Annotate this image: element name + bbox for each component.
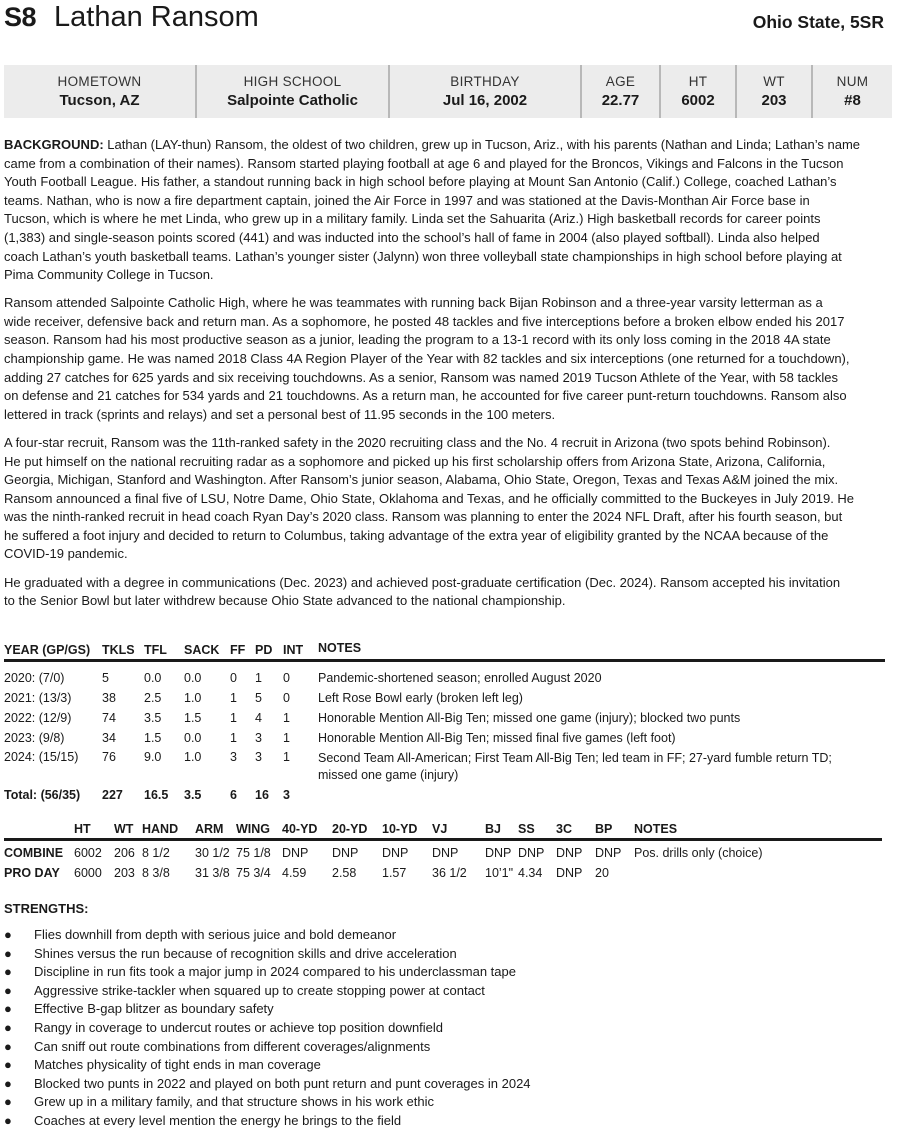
bullet-icon: ●: [4, 1075, 12, 1091]
col-hand: HAND: [142, 822, 179, 836]
position-rank: S8: [4, 2, 37, 32]
cell-hand: 8 1/2: [142, 846, 170, 860]
bio-line: (1,383) and single-season points scored (441) and was inducted into the school’s hall of fame in 2004 (also played softball). Linda also helped: [4, 229, 820, 245]
bio-line: wide receiver, defensive back and return man. As a sophomore, he posted 48 tackles and five interceptions before a broken elbow ended his 2017: [4, 313, 845, 329]
bio-line: lettered in track (sprints and relays) and set a personal best of 11.95 seconds in the 100 meters.: [4, 406, 556, 422]
bio-line: Pima Community College in Tucson.: [4, 267, 214, 283]
info-height: [661, 65, 737, 118]
info-number: [813, 65, 892, 118]
bio-line: on defense and 21 catches for 534 yards and 21 touchdowns. As a return man, he accounted for five career punt-return touchdowns. Ransom also: [4, 388, 847, 404]
bio-line: was the ninth-ranked recruit in head coach Ryan Day’s 2020 class. Ransom was planning to enter the 2024 NFL Draft, after his fourth season, but: [4, 509, 843, 525]
strength-text: Coaches at every level mention the energy he brings to the field: [34, 1112, 402, 1128]
bio-paragraph-recruiting: [4, 434, 897, 564]
cell-vj: DNP: [432, 846, 459, 860]
table-row: [4, 863, 882, 883]
cell-sacks: 1.0: [184, 750, 202, 764]
cell-bj: DNP: [485, 846, 512, 860]
background-label: BACKGROUND:: [4, 137, 104, 152]
cell-3c: DNP: [556, 866, 583, 880]
strength-text: Effective B-gap blitzer as boundary safety: [34, 1001, 274, 1017]
cell-sacks: 0.0: [184, 671, 202, 685]
bio-line: championship game. He was named 2018 Class 4A Region Player of the Year with 82 tackles and six interceptions (one returned for a touchdown),: [4, 351, 850, 367]
strength-text: Shines versus the run because of recognition skills and drive acceleration: [34, 945, 457, 961]
info-age: [582, 65, 661, 118]
cell-bp: 20: [595, 866, 609, 880]
info-label: HT: [688, 74, 708, 89]
cell-tfl: 3.5: [144, 711, 162, 725]
strength-text: Aggressive strike-tackler when squared up to create stopping power at contact: [34, 982, 485, 998]
bio-line: Georgia, Michigan, Stanford and Washington. After Ransom’s junior season, Alabama, Ohio State, Oregon, Texas and Texas A&M joined the mix.: [4, 472, 839, 488]
bio-line: came from a combination of their names). Ransom started playing football at age 6 and played for the Broncos, Vikings and Falcons in the Tucson: [4, 155, 844, 171]
cell-notes: Pandemic-shortened season; enrolled August 2020: [318, 670, 602, 685]
cell-year: 2021: (13/3): [4, 691, 72, 705]
list-item: [4, 1093, 884, 1112]
cell-sacks: 1.0: [184, 691, 202, 705]
cell-pd: 16: [255, 788, 269, 802]
bio-line: He put himself on the national recruiting radar as a sophomore and picked up his first scholarship offers from Arizona State, Arizona, California,: [4, 453, 826, 469]
cell-10yd: DNP: [382, 846, 409, 860]
college-stats-table: [4, 640, 885, 805]
col-vj: VJ: [432, 822, 448, 836]
strengths-section: [4, 901, 884, 1131]
col-notes: NOTES: [318, 641, 362, 655]
bullet-icon: ●: [4, 964, 12, 980]
cell-notes: Honorable Mention All-Big Ten; missed one game (injury); blocked two punts: [318, 710, 741, 725]
cell-wing: 75 3/4: [236, 866, 271, 880]
strength-text: Matches physicality of tight ends in man coverage: [34, 1057, 321, 1073]
note-line: Second Team All-American; First Team All-Big Ten; led team in FF; 27-yard fumble return TD;: [318, 751, 832, 765]
cell-wt: 203: [114, 866, 135, 880]
strength-text: Discipline in run fits took a major jump in 2024 compared to his underclassman tape: [34, 964, 516, 980]
table-row: [4, 708, 885, 728]
bio-line: [4, 137, 860, 152]
cell-year: 2024: (15/15): [4, 750, 79, 764]
cell-arm: 30 1/2: [195, 846, 230, 860]
cell-20yd: 2.58: [332, 866, 357, 880]
info-hometown: [4, 65, 197, 118]
info-label: WT: [763, 74, 785, 89]
cell-int: 1: [283, 731, 290, 745]
bio-line: Ransom attended Salpointe Catholic High, where he was teammates with running back Bijan Robinson and a three-year varsity letterman as a: [4, 295, 823, 311]
bullet-icon: ●: [4, 1001, 12, 1017]
bullet-icon: ●: [4, 945, 12, 961]
cell-ht: 6002: [74, 846, 102, 860]
cell-pd: 1: [255, 671, 262, 685]
bio-text: Lathan (LAY-thun) Ransom, the oldest of two children, grew up in Tucson, Ariz., with his parents (Nathan and Linda; Lathan’s name: [103, 137, 861, 152]
cell-ff: 0: [230, 671, 237, 685]
col-ss: SS: [518, 822, 535, 836]
cell-pd: 3: [255, 750, 262, 764]
bio-line: adding 27 catches for 625 yards and six receiving touchdowns. As a senior, Ransom was named 2019 Tucson Athlete of the Year, with 58 tackles: [4, 369, 838, 385]
bullet-icon: ●: [4, 1112, 12, 1128]
cell-int: 1: [283, 750, 290, 764]
strengths-list: [4, 926, 884, 1131]
table-row-total: [4, 785, 885, 805]
combine-table: [4, 819, 882, 883]
cell-ff: 1: [230, 711, 237, 725]
cell-wing: 75 1/8: [236, 846, 271, 860]
list-item: [4, 963, 884, 982]
cell-ff: 1: [230, 731, 237, 745]
cell-40yd: DNP: [282, 846, 309, 860]
cell-vj: 36 1/2: [432, 866, 467, 880]
strength-text: Rangy in coverage to undercut routes or achieve top position downfield: [34, 1019, 444, 1035]
cell-bj: 10’1": [485, 866, 514, 880]
cell-wt: 206: [114, 846, 135, 860]
col-pd: PD: [255, 643, 273, 657]
bio-line: He graduated with a degree in communications (Dec. 2023) and achieved post-graduate certification (Dec. 2024). Ransom accepted his invitation: [4, 574, 841, 590]
col-20yd: 20-YD: [332, 822, 368, 836]
cell-tackles: 34: [102, 731, 116, 745]
cell-ht: 6000: [74, 866, 102, 880]
table-row: [4, 688, 885, 708]
bullet-icon: ●: [4, 1038, 12, 1054]
table-row: [4, 843, 882, 863]
cell-hand: 8 3/8: [142, 866, 170, 880]
list-item: [4, 1019, 884, 1038]
table-row: [4, 728, 885, 748]
bio-paragraph-education: [4, 574, 897, 611]
bullet-icon: ●: [4, 1019, 12, 1035]
stats-header-row: [4, 640, 885, 662]
list-item: [4, 1000, 884, 1019]
bio-line: season. Ransom had his most productive season as a junior, leading the program to a 13-1 record with its only loss coming in the 2018 4A state: [4, 332, 831, 348]
cell-ss: DNP: [518, 846, 545, 860]
player-bio: [4, 136, 897, 620]
cell-int: 3: [283, 788, 290, 802]
bio-line: A four-star recruit, Ransom was the 11th-ranked safety in the 2020 recruiting class and the No. 4 recruit in Arizona (two spots behind Robinson).: [4, 434, 831, 450]
bio-line: coach Lathan’s youth basketball teams. Lathan’s younger sister (Jalynn) won three volleyball state championships in high school before playing at: [4, 248, 842, 264]
list-item: [4, 945, 884, 964]
cell-year: 2023: (9/8): [4, 731, 65, 745]
bio-paragraph-high-school: [4, 294, 897, 424]
bio-line: he suffered a foot injury and decided to return to Columbus, taking advantage of the extra year of eligibility granted by the NCAA because of the: [4, 527, 829, 543]
col-notes: NOTES: [634, 822, 678, 836]
cell-pd: 3: [255, 731, 262, 745]
cell-sacks: 3.5: [184, 788, 202, 802]
col-40yd: 40-YD: [282, 822, 318, 836]
info-value: 203: [761, 92, 787, 109]
cell-tackles: 74: [102, 711, 116, 725]
bullet-icon: ●: [4, 1057, 12, 1073]
bullet-icon: ●: [4, 982, 12, 998]
strengths-title: STRENGTHS:: [4, 901, 89, 916]
col-bj: BJ: [485, 822, 501, 836]
cell-sacks: 1.5: [184, 711, 202, 725]
cell-event: PRO DAY: [4, 866, 60, 880]
cell-ff: 6: [230, 788, 237, 802]
bio-line: Youth Football League. His father, a standout running back in high school before playing at Mount San Antonio (Calif.) College, coached Lathan’s: [4, 174, 837, 190]
cell-ff: 3: [230, 750, 237, 764]
cell-40yd: 4.59: [282, 866, 307, 880]
info-label: NUM: [836, 74, 869, 89]
col-bp: BP: [595, 822, 613, 836]
cell-bp: DNP: [595, 846, 622, 860]
bullet-icon: ●: [4, 1094, 12, 1110]
cell-tackles: 76: [102, 750, 116, 764]
cell-event: COMBINE: [4, 846, 64, 860]
info-label: HIGH SCHOOL: [243, 74, 342, 89]
cell-arm: 31 3/8: [195, 866, 230, 880]
cell-year: Total: (56/35): [4, 788, 81, 802]
strength-text: Blocked two punts in 2022 and played on both punt return and punt coverages in 2024: [34, 1075, 531, 1091]
cell-int: 1: [283, 711, 290, 725]
info-value: 22.77: [601, 92, 640, 109]
player-header: [4, 0, 884, 40]
cell-pd: 4: [255, 711, 262, 725]
cell-notes: Pos. drills only (choice): [634, 846, 763, 860]
col-10yd: 10-YD: [382, 822, 418, 836]
cell-pd: 5: [255, 691, 262, 705]
cell-ff: 1: [230, 691, 237, 705]
bio-paragraph-background: [4, 136, 897, 285]
cell-tfl: 0.0: [144, 671, 162, 685]
info-value: Salpointe Catholic: [227, 92, 358, 109]
cell-tfl: 1.5: [144, 731, 162, 745]
info-birthday: [390, 65, 582, 118]
list-item: [4, 1038, 884, 1057]
cell-tfl: 16.5: [144, 788, 169, 802]
info-value: Tucson, AZ: [59, 92, 140, 109]
strength-text: Flies downhill from depth with serious juice and bold demeanor: [34, 927, 397, 942]
cell-notes: [318, 750, 878, 784]
player-info-bar: [4, 65, 892, 118]
cell-year: 2020: (7/0): [4, 671, 65, 685]
cell-year: 2022: (12/9): [4, 711, 72, 725]
player-name: Lathan Ransom: [54, 1, 259, 33]
cell-ss: 4.34: [518, 866, 543, 880]
cell-20yd: DNP: [332, 846, 359, 860]
bio-line: to the Senior Bowl but later withdrew because Ohio State advanced to the national championship.: [4, 593, 566, 609]
cell-3c: DNP: [556, 846, 583, 860]
info-value: #8: [844, 92, 861, 109]
info-label: BIRTHDAY: [450, 74, 520, 89]
col-tackles: TKLS: [102, 643, 135, 657]
cell-sacks: 0.0: [184, 731, 202, 745]
strength-text: Grew up in a military family, and that structure shows in his work ethic: [34, 1094, 435, 1110]
col-int: INT: [283, 643, 304, 657]
combine-header-row: [4, 819, 882, 841]
strength-text: Can sniff out route combinations from different coverages/alignments: [34, 1038, 431, 1054]
col-tfl: TFL: [144, 643, 167, 657]
info-value: Jul 16, 2002: [442, 92, 528, 109]
bio-line: Ransom announced a final five of LSU, Notre Dame, Ohio State, Oklahoma and Texas, and he officially committed to the Buckeyes in July 2019. He: [4, 490, 855, 506]
info-label: AGE: [605, 74, 636, 89]
cell-tfl: 2.5: [144, 691, 162, 705]
col-arm: ARM: [195, 822, 224, 836]
cell-tackles: 5: [102, 671, 109, 685]
bullet-icon: ●: [4, 927, 12, 942]
col-year: YEAR (GP/GS): [4, 643, 91, 657]
bio-line: teams. Nathan, who is now a fire department captain, joined the Air Force in 1997 and was stationed at the Davis-Monthan Air Force base in: [4, 192, 810, 208]
list-item: [4, 982, 884, 1001]
table-row: [4, 748, 885, 785]
cell-int: 0: [283, 671, 290, 685]
col-ff: FF: [230, 643, 246, 657]
table-row: [4, 668, 885, 688]
cell-int: 0: [283, 691, 290, 705]
bio-line: Tucson, which is where he met Linda, who grew up in a military family. Linda set the Sahuarita (Ariz.) High basketball records for career points: [4, 211, 821, 227]
col-3c: 3C: [556, 822, 572, 836]
info-label: HOMETOWN: [57, 74, 142, 89]
cell-notes: Honorable Mention All-Big Ten; missed final five games (left foot): [318, 730, 676, 745]
list-item: [4, 1112, 884, 1131]
info-weight: [737, 65, 813, 118]
col-wing: WING: [236, 822, 271, 836]
cell-tfl: 9.0: [144, 750, 162, 764]
col-ht: HT: [74, 822, 91, 836]
info-high-school: [197, 65, 390, 118]
col-sacks: SACK: [184, 643, 220, 657]
list-item: [4, 926, 884, 945]
info-value: 6002: [681, 92, 715, 109]
cell-tackles: 227: [102, 788, 123, 802]
cell-10yd: 1.57: [382, 866, 407, 880]
list-item: [4, 1056, 884, 1075]
school-class: Ohio State, 5SR: [752, 12, 884, 32]
cell-tackles: 38: [102, 691, 116, 705]
list-item: [4, 1075, 884, 1094]
col-wt: WT: [114, 822, 134, 836]
bio-line: COVID-19 pandemic.: [4, 546, 128, 562]
note-line: missed one game (injury): [318, 768, 459, 782]
cell-notes: Left Rose Bowl early (broken left leg): [318, 690, 523, 705]
